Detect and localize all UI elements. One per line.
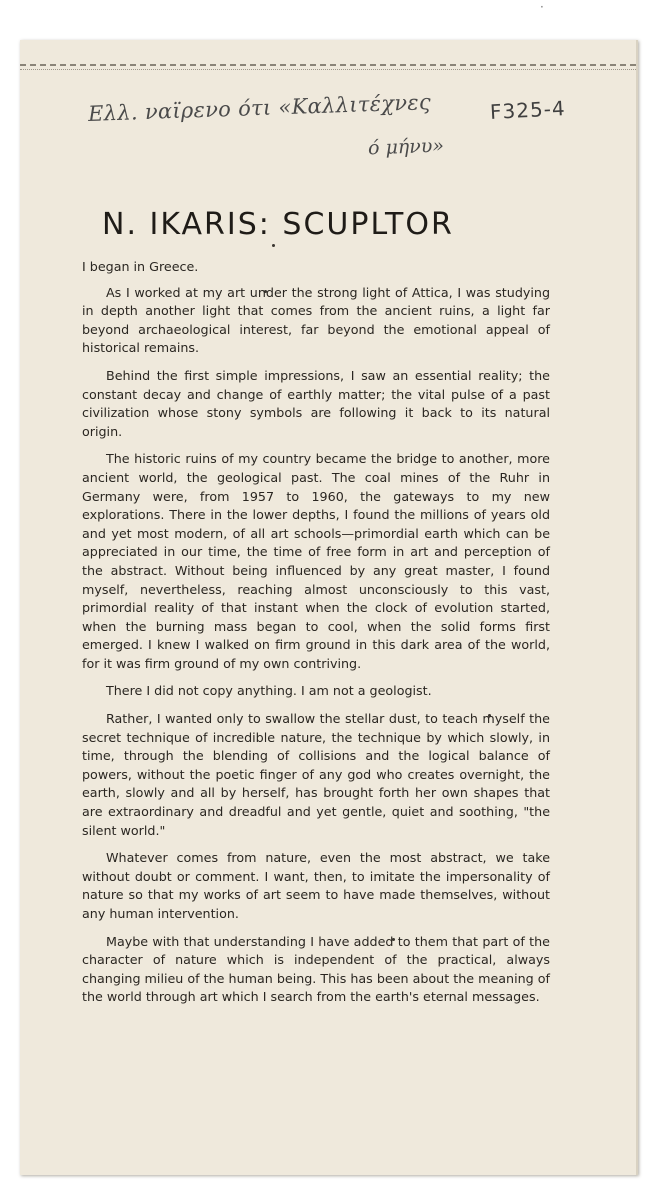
paragraph: Whatever comes from nature, even the most abstract, we take without doubt or comment. I want, then, to imitate the impersonality of nature so that my works of art seem to have made themselves, without any human intervention. xyxy=(82,850,550,921)
print-speck xyxy=(272,244,275,247)
perforated-edge-inner xyxy=(20,69,636,70)
paragraph: Rather, I wanted only to swallow the stellar dust, to teach myself the secret technique of incredible nature, the technique by which slowly, in time, through the blending of collisions and the logical balance of powers, without the poetic finger of any god who creates overnight, the earth, slowly and all by herself, has brought forth her own shapes that are extraordinary and dreadful and yet gentle, quiet and soothing, "the silent world." xyxy=(82,711,550,838)
paragraph: As I worked at my art under the strong light of Attica, I was studying in depth another light that comes from the ancient ruins, a light far beyond archaeological interest, far beyond the emotional appeal of historical remains. xyxy=(82,284,550,356)
paragraph: The historic ruins of my country became the bridge to another, more ancient world, the geological past. The coal mines of the Ruhr in Germany were, from 1957 to 1960, the gateways to my new explorations. There in the lower depths, I found the millions of years old and yet most modern, of all art schools—primordial earth which can be appreciated in our time, the time of free form in art and perception of the abstract. Without being influenced by any great master, I found myself, nevertheless, reaching almost unconsciously to this vast, primordial reality of that instant when the clock of evolution started, when the burning mass began to cool, when the solid forms first emerged. I knew I walked on firm ground in this dark area of the world, for it was firm ground of my own contriving. xyxy=(82,451,550,671)
article-body xyxy=(82,258,550,1016)
paragraph: Maybe with that understanding I have added to them that part of the character of nature which is independent of the practical, always changing milieu of the human being. This has been about the meaning of the world through art which I search from the earth's eternal messages. xyxy=(82,933,550,1005)
paragraph: There I did not copy anything. I am not a geologist. xyxy=(106,683,432,699)
newspaper-clipping xyxy=(20,40,638,1175)
paragraph: I began in Greece. xyxy=(82,259,199,274)
corner-speck: · xyxy=(540,0,544,14)
handwritten-note-line1: Ελλ. ναϊρενο ότι «Καλλιτέχνες xyxy=(87,90,432,126)
archive-code: F325-4 xyxy=(489,96,567,124)
handwritten-note-line2: ό μήνυ» xyxy=(367,134,445,160)
perforated-edge xyxy=(20,64,636,66)
paragraph: Behind the first simple impressions, I saw an essential reality; the constant decay and change of earthly matter; the vital pulse of a past civilization whose stony symbols are following it back to its natural origin. xyxy=(82,367,550,439)
article-title: N. IKARIS: SCUPLTOR xyxy=(102,207,454,242)
